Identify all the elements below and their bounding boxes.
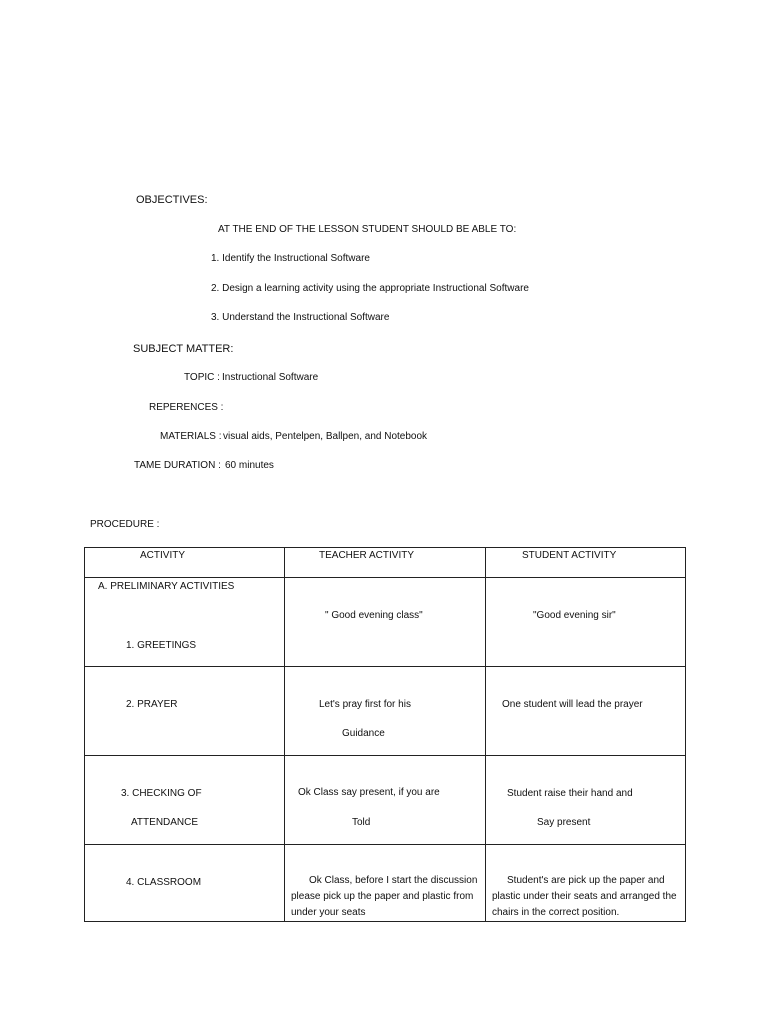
student-line: One student will lead the prayer xyxy=(502,699,643,710)
student-line: "Good evening sir" xyxy=(533,610,616,621)
materials-label: MATERIALS : xyxy=(160,431,222,442)
activity-line: 4. CLASSROOM xyxy=(126,877,202,888)
activity-cell xyxy=(85,578,285,667)
topic-label: TOPIC : xyxy=(184,372,220,383)
header-cell-student xyxy=(486,548,686,578)
subject-matter-heading: SUBJECT MATTER: xyxy=(133,343,234,355)
header-cell-activity xyxy=(85,548,285,578)
header-activity: ACTIVITY xyxy=(140,550,186,561)
duration-label: TAME DURATION : xyxy=(134,460,221,471)
teacher-line: " Good evening class" xyxy=(325,610,423,621)
activity-line: A. PRELIMINARY ACTIVITIES xyxy=(98,581,235,592)
teacher-line: Told xyxy=(352,817,371,828)
teacher-cell xyxy=(285,578,486,667)
objectives-intro: AT THE END OF THE LESSON STUDENT SHOULD BE ABLE TO: xyxy=(218,224,517,235)
table-row xyxy=(85,578,686,667)
teacher-line: Let's pray first for his xyxy=(319,699,411,710)
activity-line: ATTENDANCE xyxy=(131,817,199,828)
student-paragraph: Student's are pick up the paper and plastic under their seats and arranged the chairs in the correct position. xyxy=(492,875,677,918)
teacher-cell xyxy=(285,756,486,845)
materials-value: visual aids, Pentelpen, Ballpen, and Notebook xyxy=(223,431,428,442)
teacher-cell xyxy=(285,667,486,756)
student-cell xyxy=(486,667,686,756)
header-student-activity: STUDENT ACTIVITY xyxy=(522,550,617,561)
teacher-line: Guidance xyxy=(342,728,385,739)
student-line: Say present xyxy=(537,817,591,828)
activity-cell xyxy=(85,756,285,845)
activity-line: 2. PRAYER xyxy=(126,699,178,710)
table-row xyxy=(85,845,686,922)
student-cell xyxy=(486,578,686,667)
student-line: Student raise their hand and xyxy=(507,788,633,799)
table-row xyxy=(85,756,686,845)
teacher-line: Ok Class say present, if you are xyxy=(298,787,440,798)
topic-value: Instructional Software xyxy=(222,372,319,383)
table-header-row xyxy=(85,548,686,578)
objective-item-2: 2. Design a learning activity using the appropriate Instructional Software xyxy=(211,283,529,294)
table-row xyxy=(85,667,686,756)
teacher-cell xyxy=(285,845,486,922)
duration-value: 60 minutes xyxy=(225,460,274,471)
objective-item-1: 1. Identify the Instructional Software xyxy=(211,253,370,264)
header-cell-teacher xyxy=(285,548,486,578)
activity-cell xyxy=(85,845,285,922)
objectives-heading: OBJECTIVES: xyxy=(136,194,208,206)
activity-line: 1. GREETINGS xyxy=(126,640,197,651)
objective-item-3: 3. Understand the Instructional Software xyxy=(211,312,390,323)
teacher-paragraph: Ok Class, before I start the discussion please pick up the paper and plastic from under your seats xyxy=(291,875,478,918)
references-label: REPERENCES : xyxy=(149,402,224,413)
student-cell xyxy=(486,845,686,922)
activity-line: 3. CHECKING OF xyxy=(121,788,202,799)
procedure-heading: PROCEDURE : xyxy=(90,519,160,530)
student-cell xyxy=(486,756,686,845)
header-teacher-activity: TEACHER ACTIVITY xyxy=(319,550,415,561)
activity-cell xyxy=(85,667,285,756)
procedure-table xyxy=(84,547,686,922)
